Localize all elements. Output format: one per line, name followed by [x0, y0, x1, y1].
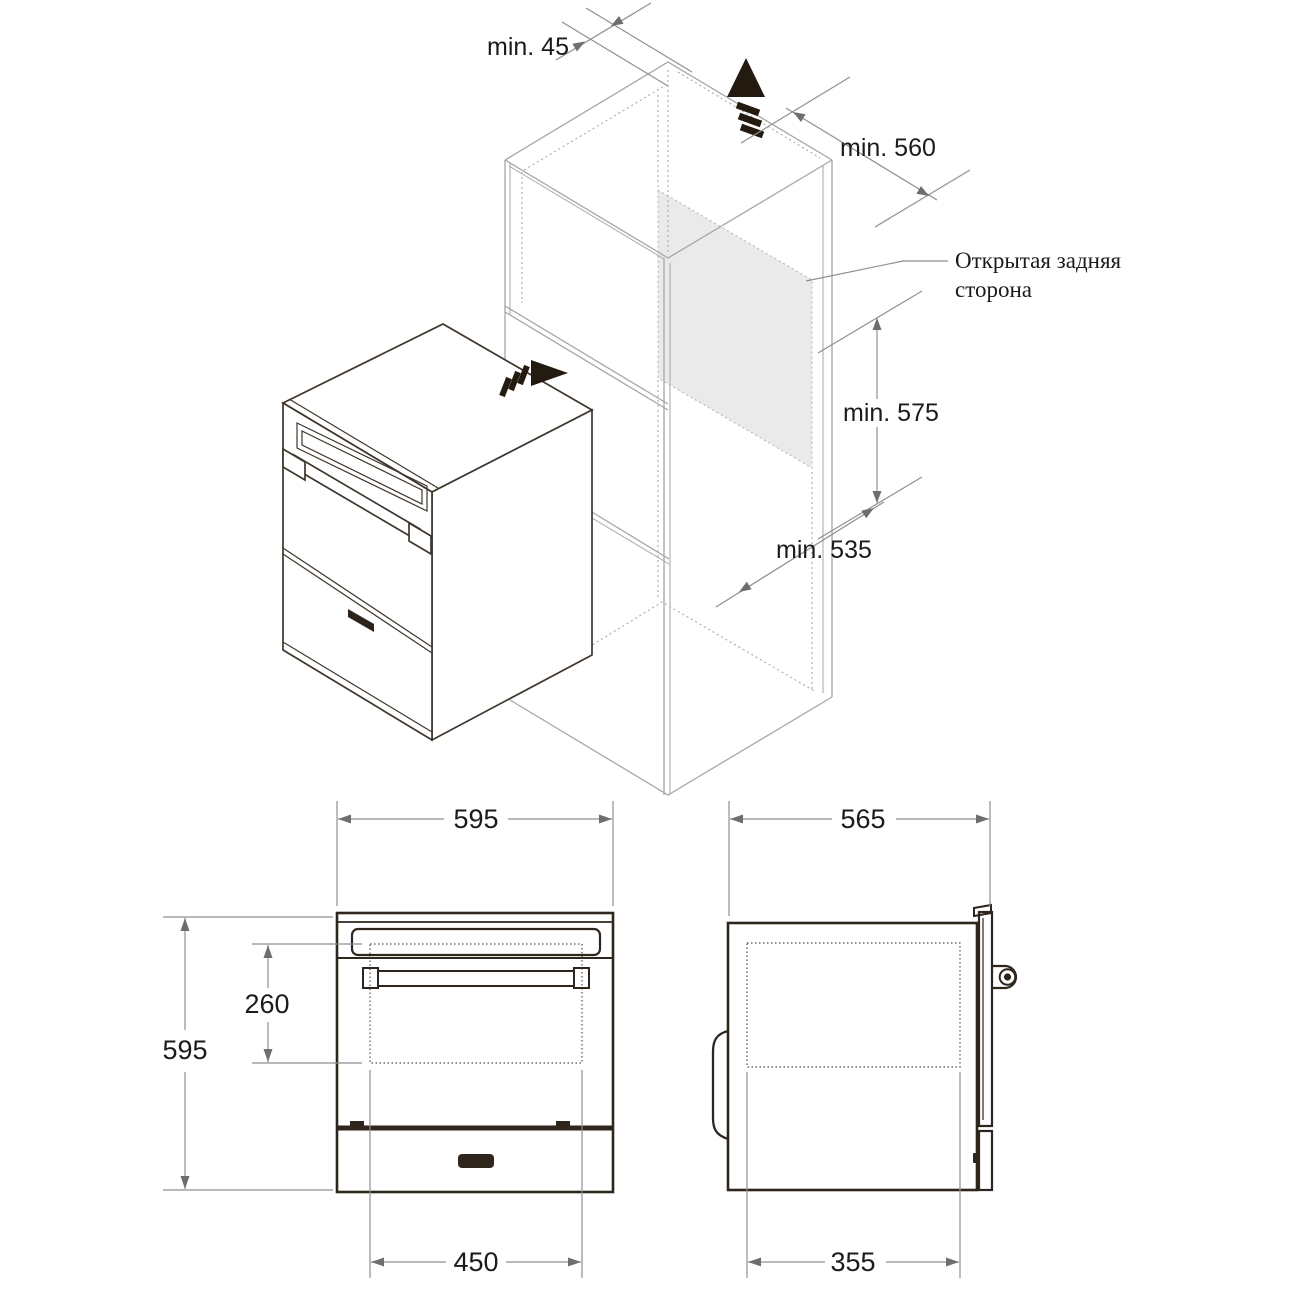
front-view	[162, 801, 613, 1278]
dim-min-45	[487, 3, 692, 86]
side-view	[713, 801, 1016, 1278]
dim-label-front-height: 595	[162, 1035, 208, 1065]
dim-label-door-width: 450	[453, 1247, 499, 1277]
dim-label-niche-depth: min. 535	[776, 536, 872, 564]
dim-min-575	[818, 291, 939, 539]
dim-min-560	[741, 77, 970, 227]
handle-front	[363, 968, 589, 988]
handle-side	[992, 966, 1016, 988]
dim-label-top-gap: min. 45	[487, 33, 569, 61]
dim-label-panel-height: 260	[244, 989, 290, 1019]
display-window	[352, 929, 600, 955]
dim-door-450	[370, 1070, 582, 1278]
dim-front-width-595	[337, 801, 613, 906]
callout-text-line2: сторона	[955, 277, 1032, 302]
dim-label-front-width: 595	[453, 804, 499, 834]
door-glass-dotted	[370, 944, 582, 1063]
cavity-dotted	[747, 943, 960, 1067]
callout-text-line1: Открытая задняя	[955, 248, 1122, 273]
vent-arrow-up-icon	[727, 58, 765, 135]
dim-label-niche-width: min. 560	[840, 134, 936, 162]
side-view-oven	[713, 905, 1016, 1190]
dim-label-niche-height: min. 575	[843, 399, 939, 427]
oven-isometric	[283, 324, 592, 740]
callout-open-back	[806, 248, 1122, 302]
brand-badge-front	[458, 1154, 494, 1168]
dim-panel-260	[244, 944, 362, 1063]
dim-label-side-depth: 565	[840, 804, 886, 834]
dim-label-side-lower-depth: 355	[830, 1247, 876, 1277]
oven-side-outline	[728, 923, 977, 1190]
open-back-panel	[658, 190, 812, 468]
dim-min-535	[716, 502, 884, 607]
dim-side-355	[747, 1072, 960, 1278]
dim-side-depth-565	[729, 801, 990, 916]
front-view-oven	[337, 913, 613, 1192]
dim-front-height-595	[162, 917, 333, 1190]
iso-view	[283, 3, 1122, 795]
